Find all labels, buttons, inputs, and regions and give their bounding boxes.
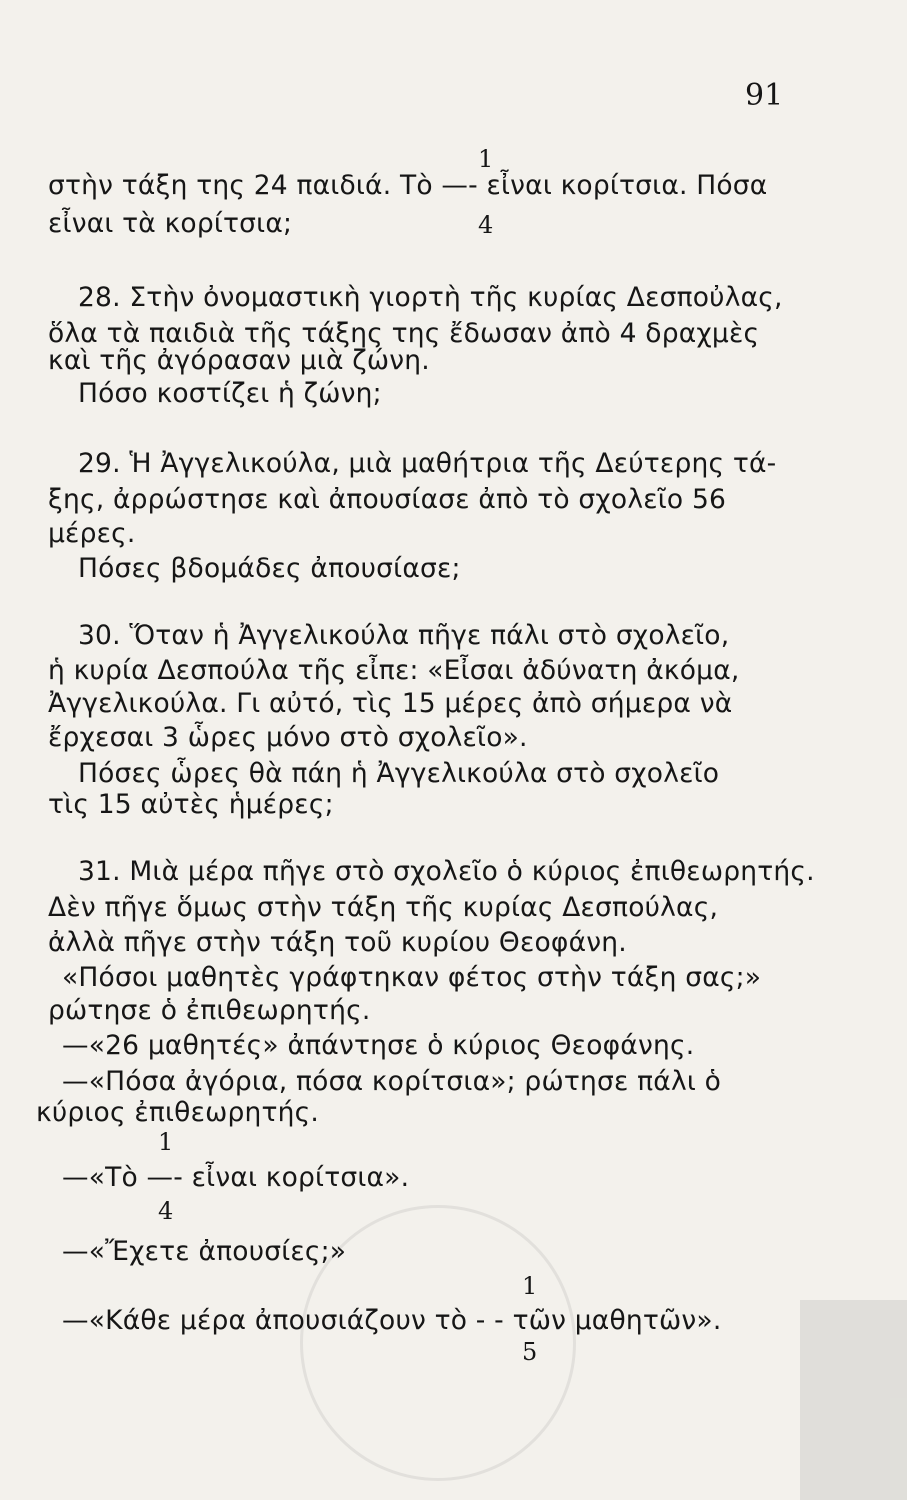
page-number: 91 xyxy=(745,78,784,113)
text-line: —«Πόσα ἀγόρια, πόσα κορίτσια»; ρώτησε πάλι ὁ xyxy=(62,1066,722,1097)
text-line: —«Τὸ —- εἶναι κορίτσια». xyxy=(62,1162,410,1193)
text-line: Πόσες βδομάδες ἀπουσίασε; xyxy=(78,553,461,584)
text-line: Ἀγγελικούλα. Γι αὐτό, τὶς 15 μέρες ἀπὸ σήμερα νὰ xyxy=(48,688,733,719)
text-line: κύριος ἐπιθεωρητής. xyxy=(36,1097,320,1128)
text-line: τὶς 15 αὐτὲς ἡμέρες; xyxy=(48,789,334,820)
text-line: εἶναι τὰ κορίτσια; xyxy=(48,208,293,239)
text-line: 28. Στὴν ὀνομαστικὴ γιορτὴ τῆς κυρίας Δεσποὐλας, xyxy=(78,282,783,313)
text-line: Πόσο κοστίζει ἡ ζώνη; xyxy=(78,378,382,409)
text-line: «Πόσοι μαθητὲς γράφτηκαν φέτος στὴν τάξη σας;» xyxy=(62,962,762,993)
fraction-denominator: 4 xyxy=(478,211,494,239)
text-line: 30. Ὅταν ἡ Ἀγγελικούλα πῆγε πάλι στὸ σχολεῖο, xyxy=(78,620,730,651)
fraction-numerator: 1 xyxy=(522,1272,538,1300)
text-line: Πόσες ὧρες θὰ πάη ἡ Ἀγγελικούλα στὸ σχολεῖο xyxy=(78,758,720,789)
text-line: 29. Ἡ Ἀγγελικούλα, μιὰ μαθήτρια τῆς Δεύτερης τά- xyxy=(78,448,777,479)
fraction-denominator: 5 xyxy=(522,1338,538,1366)
fraction-numerator: 1 xyxy=(478,145,494,173)
text-line: —«26 μαθητές» ἀπάντησε ὁ κύριος Θεοφάνης. xyxy=(62,1030,695,1061)
text-line: ἡ κυρία Δεσπούλα τῆς εἶπε: «Εἶσαι ἀδύνατη ἀκόμα, xyxy=(48,655,740,686)
text-line: —«Κάθε μέρα ἀπουσιάζουν τὸ - - τῶν μαθητῶν». xyxy=(62,1305,722,1336)
fraction-denominator: 4 xyxy=(158,1197,174,1225)
text-line: —«Ἔχετε ἀπουσίες;» xyxy=(62,1236,347,1267)
text-line: ρώτησε ὁ ἐπιθεωρητής. xyxy=(48,995,371,1026)
text-line: ἀλλὰ πῆγε στὴν τάξη τοῦ κυρίου Θεοφάνη. xyxy=(48,927,627,958)
text-line: Δὲν πῆγε ὅμως στὴν τάξη τῆς κυρίας Δεσπούλας, xyxy=(48,892,719,923)
text-line: ξης, ἀρρώστησε καὶ ἀπουσίασε ἀπὸ τὸ σχολεῖο 56 xyxy=(48,484,727,515)
text-line: ἔρχεσαι 3 ὧρες μόνο στὸ σχολεῖο». xyxy=(48,722,528,753)
text-line: στὴν τάξη της 24 παιδιά. Τὸ —- εἶναι κορίτσια. Πόσα xyxy=(48,170,768,201)
text-line: καὶ τῆς ἀγόρασαν μιὰ ζώνη. xyxy=(48,345,430,376)
text-line: ὅλα τὰ παιδιὰ τῆς τάξης της ἔδωσαν ἀπὸ 4 δραχμὲς xyxy=(48,318,760,349)
text-line: 31. Μιὰ μέρα πῆγε στὸ σχολεῖο ὁ κύριος ἐπιθεωρητής. xyxy=(78,856,815,887)
fraction-numerator: 1 xyxy=(158,1128,174,1156)
text-line: μέρες. xyxy=(48,518,136,549)
corner-stamp xyxy=(800,1300,907,1500)
